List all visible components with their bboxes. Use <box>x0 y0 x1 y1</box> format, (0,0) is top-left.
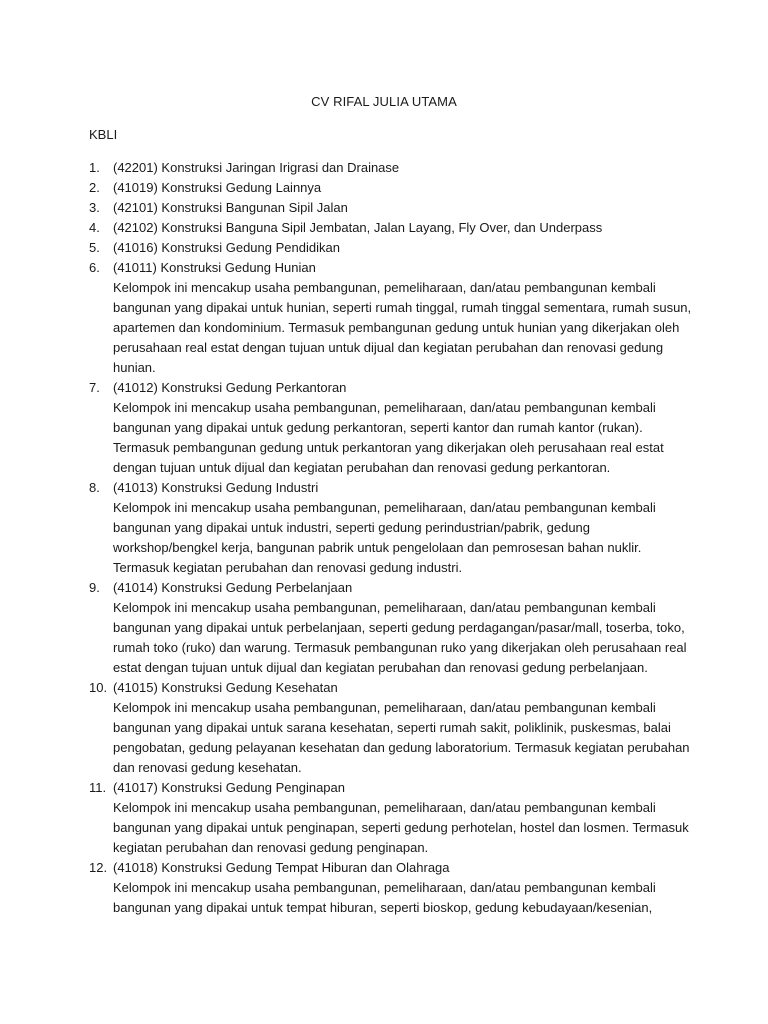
list-item-number: 1. <box>89 160 100 175</box>
list-item-title: (41014) Konstruksi Gedung Perbelanjaan <box>113 580 353 595</box>
list-item-title: (41019) Konstruksi Gedung Lainnya <box>113 180 322 195</box>
list-item-number: 2. <box>89 180 100 195</box>
kbli-list <box>89 158 692 918</box>
list-item <box>89 178 689 198</box>
list-item-content <box>113 258 691 378</box>
list-item-description-line: bangunan yang dipakai untuk hunian, seperti rumah tinggal, rumah tinggal sementara, rumah susun, <box>113 300 692 315</box>
list-item-number: 7. <box>89 380 100 395</box>
list-item-content <box>113 678 690 778</box>
list-item-content <box>113 578 689 678</box>
list-item-description-line: Kelompok ini mencakup usaha pembangunan, pemeliharaan, dan/atau pembangunan kembali <box>113 600 656 615</box>
list-item-number: 4. <box>89 220 100 235</box>
list-item-description-line: bangunan yang dipakai untuk perbelanjaan, seperti gedung perdagangan/pasar/mall, toserba, toko, <box>113 620 685 635</box>
list-item-description-line: Kelompok ini mencakup usaha pembangunan, pemeliharaan, dan/atau pembangunan kembali <box>113 500 656 515</box>
list-item-title: (42201) Konstruksi Jaringan Irigrasi dan Drainase <box>113 160 400 175</box>
list-item-description-line: workshop/bengkel kerja, bangunan pabrik untuk pengelolaan dan pemrosesan bahan nuklir. <box>113 540 642 555</box>
list-item-number: 11. <box>89 780 107 795</box>
list-item-title: (41018) Konstruksi Gedung Tempat Hiburan dan Olahraga <box>113 860 450 875</box>
list-item <box>89 678 689 778</box>
list-item-number: 12. <box>89 860 108 875</box>
list-item-description-line: Termasuk kegiatan perubahan dan renovasi gedung industri. <box>113 560 463 575</box>
list-item-description-line: estat dengan tujuan untuk dijual dan kegiatan perubahan dan renovasi gedung perbelanjaan. <box>113 660 648 675</box>
list-item-title: (42102) Konstruksi Banguna Sipil Jembatan, Jalan Layang, Fly Over, dan Underpass <box>113 220 603 235</box>
list-item-content <box>113 858 689 918</box>
list-item-description-line: kegiatan perubahan dan renovasi gedung penginapan. <box>113 840 429 855</box>
list-item-number: 8. <box>89 480 100 495</box>
list-item-number: 5. <box>89 240 100 255</box>
list-item-content <box>113 218 689 238</box>
list-item-content <box>113 198 689 218</box>
list-item-content <box>113 158 689 178</box>
list-item-description-line: bangunan yang dipakai untuk penginapan, seperti gedung perhotelan, hostel dan losmen. Termasuk <box>113 820 689 835</box>
list-item-description-line: hunian. <box>113 360 156 375</box>
list-item-number: 6. <box>89 260 100 275</box>
list-item-description-line: perusahaan real estat dengan tujuan untuk dijual dan kegiatan perubahan dan renovasi gedung <box>113 340 664 355</box>
document-title: CV RIFAL JULIA UTAMA <box>311 94 457 109</box>
list-item-title: (41013) Konstruksi Gedung Industri <box>113 480 319 495</box>
list-item-title: (41012) Konstruksi Gedung Perkantoran <box>113 380 347 395</box>
list-item <box>89 238 689 258</box>
list-item-content <box>113 478 689 578</box>
list-item-description-line: bangunan yang dipakai untuk sarana kesehatan, seperti rumah sakit, poliklinik, puskesmas, balai <box>113 720 671 735</box>
list-item-description-line: pengobatan, gedung pelayanan kesehatan dan gedung laboratorium. Termasuk kegiatan perubahan <box>113 740 690 755</box>
list-item-description-line: dengan tujuan untuk dijual dan kegiatan perubahan dan renovasi gedung perkantoran. <box>113 460 611 475</box>
list-item-description-line: Kelompok ini mencakup usaha pembangunan, pemeliharaan, dan/atau pembangunan kembali <box>113 280 656 295</box>
list-item-content <box>113 778 689 858</box>
list-item-number: 3. <box>89 200 100 215</box>
list-item <box>89 778 689 858</box>
list-item-description-line: rumah toko (ruko) dan warung. Termasuk pembangunan ruko yang dikerjakan oleh perusahaan real <box>113 640 687 655</box>
list-item-description-line: bangunan yang dipakai untuk industri, seperti gedung perindustrian/pabrik, gedung <box>113 520 591 535</box>
list-item <box>89 258 692 378</box>
list-item-description-line: Kelompok ini mencakup usaha pembangunan, pemeliharaan, dan/atau pembangunan kembali <box>113 800 656 815</box>
list-item-content <box>113 378 689 478</box>
list-item-title: (41015) Konstruksi Gedung Kesehatan <box>113 680 338 695</box>
list-item-description-line: Kelompok ini mencakup usaha pembangunan, pemeliharaan, dan/atau pembangunan kembali <box>113 880 656 895</box>
list-item-title: (41011) Konstruksi Gedung Hunian <box>113 260 316 275</box>
list-item-content <box>113 238 689 258</box>
list-item-description-line: apartemen dan kondominium. Termasuk pembangunan gedung untuk hunian yang dikerjakan oleh <box>113 320 680 335</box>
list-item-title: (42101) Konstruksi Bangunan Sipil Jalan <box>113 200 348 215</box>
list-item <box>89 478 689 578</box>
list-item <box>89 158 689 178</box>
list-item-description-line: dan renovasi gedung kesehatan. <box>113 760 302 775</box>
list-item <box>89 218 689 238</box>
list-item-content <box>113 178 689 198</box>
list-item <box>89 858 689 918</box>
list-item-title: (41016) Konstruksi Gedung Pendidikan <box>113 240 340 255</box>
section-heading: KBLI <box>89 127 118 142</box>
list-item <box>89 378 689 478</box>
list-item-description-line: Kelompok ini mencakup usaha pembangunan, pemeliharaan, dan/atau pembangunan kembali <box>113 400 656 415</box>
list-item-number: 9. <box>89 580 100 595</box>
list-item-description-line: bangunan yang dipakai untuk gedung perkantoran, seperti kantor dan rumah kantor (rukan). <box>113 420 643 435</box>
list-item <box>89 198 689 218</box>
list-item-description-line: Termasuk pembangunan gedung untuk perkantoran yang dikerjakan oleh perusahaan real estat <box>113 440 664 455</box>
list-item-number: 10. <box>89 680 108 695</box>
list-item <box>89 578 689 678</box>
list-item-description-line: bangunan yang dipakai untuk tempat hiburan, seperti bioskop, gedung kebudayaan/kesenian, <box>113 900 653 915</box>
list-item-title: (41017) Konstruksi Gedung Penginapan <box>113 780 345 795</box>
list-item-description-line: Kelompok ini mencakup usaha pembangunan, pemeliharaan, dan/atau pembangunan kembali <box>113 700 656 715</box>
